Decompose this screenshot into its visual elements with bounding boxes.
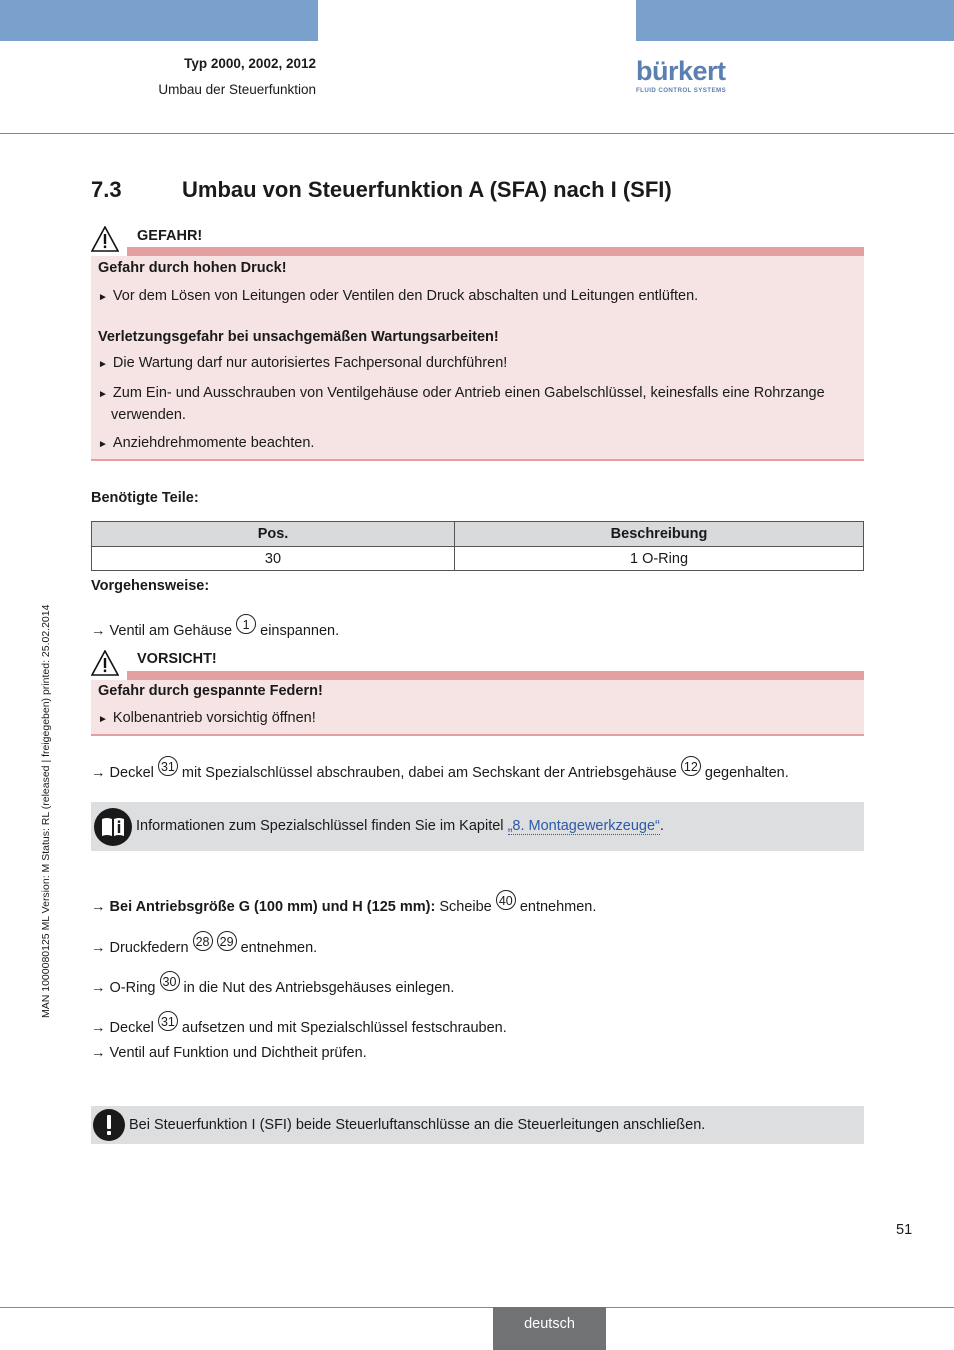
step-7: → Ventil auf Funktion und Dichtheit prüfen. xyxy=(91,1045,367,1061)
caution-band xyxy=(127,671,864,680)
note-box xyxy=(91,1106,864,1144)
table-row xyxy=(92,547,864,571)
note-text: Bei Steuerfunktion I (SFI) beide Steuerluftanschlüsse an die Steuerleitungen anschließen. xyxy=(129,1117,706,1133)
doc-type: Typ 2000, 2002, 2012 xyxy=(184,56,316,71)
header-bar-right xyxy=(636,0,954,41)
section-title: Umbau von Steuerfunktion A (SFA) nach I (SFI) xyxy=(182,177,672,202)
exclamation-icon xyxy=(92,1108,126,1142)
caution-label: VORSICHT! xyxy=(137,651,217,667)
procedure-heading: Vorgehensweise: xyxy=(91,578,210,594)
step-arrow: → xyxy=(91,899,106,915)
danger-content xyxy=(91,256,864,461)
danger-item: ► Vor dem Lösen von Leitungen oder Ventilen den Druck abschalten und Leitungen entlüften. xyxy=(98,288,699,304)
info-text-line: Informationen zum Spezialschlüssel finden Sie im Kapitel „8. Montagewerkzeuge“. xyxy=(136,818,664,834)
language-tab: deutsch xyxy=(493,1307,606,1350)
brand-logo xyxy=(636,58,736,98)
danger-group2-title: Verletzungsgefahr bei unsachgemäßen Wartungsarbeiten! xyxy=(98,329,499,345)
caution-content xyxy=(91,680,864,736)
danger-band xyxy=(127,247,864,256)
danger-block xyxy=(91,226,864,461)
position-marker: 31 xyxy=(158,756,178,776)
manual-info-icon xyxy=(93,807,133,847)
position-marker: 29 xyxy=(217,931,237,951)
caution-block xyxy=(91,650,864,736)
position-marker: 31 xyxy=(158,1011,178,1031)
danger-item: ► Anziehdrehmomente beachten. xyxy=(98,435,315,451)
step-arrow: → xyxy=(91,765,106,781)
caution-title: Gefahr durch gespannte Federn! xyxy=(98,683,323,699)
logo-tagline: FLUID CONTROL SYSTEMS xyxy=(636,87,727,94)
footer-divider xyxy=(0,1307,954,1308)
step-arrow: → xyxy=(91,940,106,956)
danger-label: GEFAHR! xyxy=(137,228,203,244)
parts-table-wrap xyxy=(91,521,864,571)
step-arrow: → xyxy=(91,1020,106,1036)
danger-item: ► Zum Ein- und Ausschrauben von Ventilgehäuse oder Antrieb einen Gabelschlüssel, keinesfalls eine Rohrzange verwenden. xyxy=(98,385,825,423)
step-5: → O-Ring 30 in die Nut des Antriebsgehäuses einlegen. xyxy=(91,971,454,996)
step-6: → Deckel 31 aufsetzen und mit Spezialschlüssel festschrauben. xyxy=(91,1011,507,1036)
position-marker: 28 xyxy=(193,931,213,951)
position-marker: 40 xyxy=(496,890,516,910)
table-header-row xyxy=(92,522,864,547)
step-2: → Deckel 31 mit Spezialschlüssel abschrauben, dabei am Sechskant der Antriebsgehäuse 12 gegenhalten. xyxy=(91,756,789,781)
caution-item: ► Kolbenantrieb vorsichtig öffnen! xyxy=(98,710,316,726)
section-number: 7.3 xyxy=(91,177,122,202)
position-marker: 12 xyxy=(681,756,701,776)
header-bar-left xyxy=(0,0,318,41)
col-header-pos: Pos. xyxy=(92,522,455,547)
logo-word: bürkert xyxy=(636,56,726,86)
cell-pos: 30 xyxy=(92,547,455,571)
page-number: 51 xyxy=(896,1222,913,1238)
danger-item: ► Die Wartung darf nur autorisiertes Fachpersonal durchführen! xyxy=(98,355,508,371)
chapter-link[interactable]: „8. Montagewerkzeuge“ xyxy=(507,818,660,834)
doc-subtitle: Umbau der Steuerfunktion xyxy=(158,82,316,97)
step-arrow: → xyxy=(91,980,106,996)
danger-group1-title: Gefahr durch hohen Druck! xyxy=(98,260,287,276)
step-4: → Druckfedern 28 29 entnehmen. xyxy=(91,931,317,956)
col-header-desc: Beschreibung xyxy=(455,522,864,547)
step-arrow: → xyxy=(91,623,106,639)
step-arrow: → xyxy=(91,1045,106,1061)
parts-table xyxy=(91,521,864,571)
document-meta-vertical: MAN 1000080125 ML Version: M Status: RL (released | freigegeben) printed: 25.02.2014 xyxy=(40,604,52,1018)
position-marker: 30 xyxy=(160,971,180,991)
warning-triangle-icon xyxy=(91,650,119,676)
step-3: → Bei Antriebsgröße G (100 mm) und H (125 mm): Scheibe 40 entnehmen. xyxy=(91,890,596,915)
parts-heading: Benötigte Teile: xyxy=(91,490,199,506)
cell-desc: 1 O-Ring xyxy=(455,547,864,571)
info-box xyxy=(91,802,864,851)
header-divider xyxy=(0,133,954,134)
position-marker: 1 xyxy=(236,614,256,634)
step-1: → Ventil am Gehäuse 1 einspannen. xyxy=(91,614,339,639)
warning-triangle-icon xyxy=(91,226,119,252)
